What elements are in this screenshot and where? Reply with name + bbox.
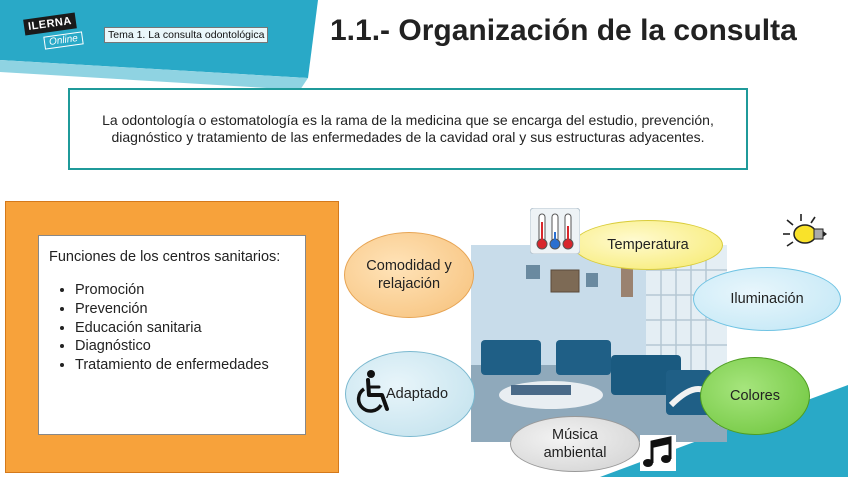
list-item: • Educación sanitaria: [75, 319, 295, 338]
list-item: • Promoción: [75, 281, 295, 300]
intro-box: [68, 88, 748, 170]
bubble-iluminacion: Iluminación: [693, 267, 841, 331]
page-title: 1.1.- Organización de la consulta: [330, 14, 797, 47]
intro-text: La odontología o estomatología es la rama de la medicina que se encarga del estudio, prevención, diagnóstico y tratamiento de las enfermedades de la cavidad oral y sus estructuras adyacentes.: [102, 111, 714, 145]
light-bulb-icon: [779, 212, 829, 254]
functions-list: [49, 281, 295, 375]
bubble-temperatura: Temperatura: [573, 220, 723, 270]
bubble-musica: Música ambiental: [510, 416, 640, 472]
waiting-room-photo: [471, 245, 727, 442]
bubble-colores: Colores: [700, 357, 810, 435]
functions-box: [38, 235, 306, 435]
bubble-adaptado: Adaptado: [345, 351, 475, 437]
wheelchair-icon: [355, 369, 393, 415]
list-item: • Tratamiento de enfermedades: [75, 356, 295, 375]
thermometer-icon: [530, 208, 580, 254]
music-note-icon: [640, 435, 676, 471]
bubble-comodidad: Comodidad y relajación: [344, 232, 474, 318]
topic-label: Tema 1. La consulta odontológica: [104, 27, 268, 43]
functions-heading: Funciones de los centros sanitarios:: [49, 249, 281, 265]
list-item: • Diagnóstico: [75, 337, 295, 356]
list-item: • Prevención: [75, 300, 295, 319]
ilerna-logo: ILERNA Online: [24, 16, 88, 56]
